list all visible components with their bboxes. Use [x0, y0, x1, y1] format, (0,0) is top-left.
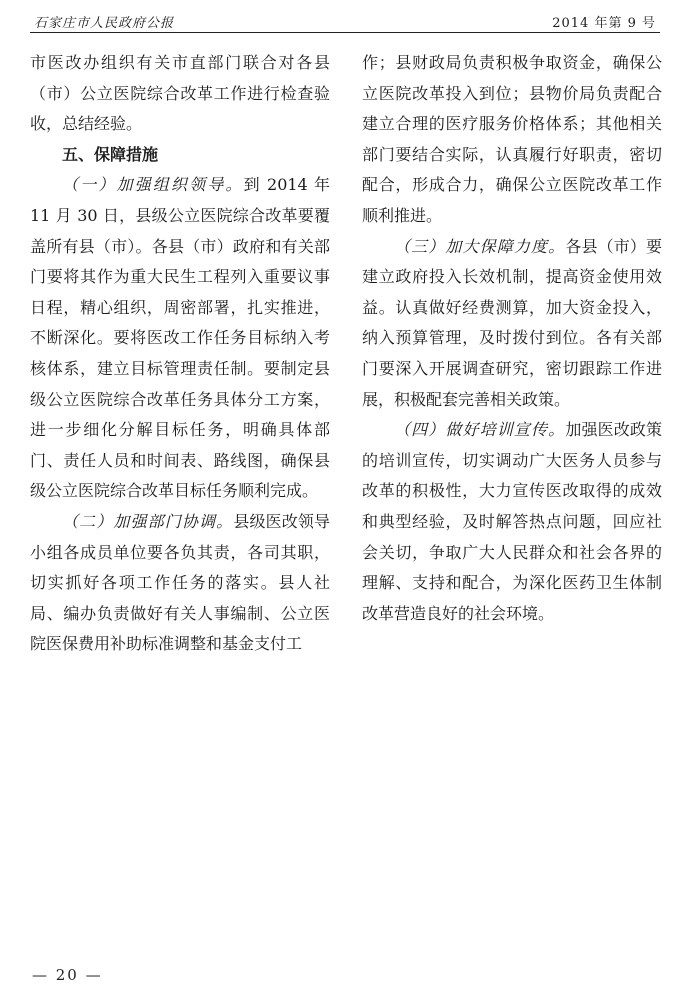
paragraph	[30, 507, 330, 660]
paragraph-text: 各县（市）要建立政府投入长效机制，提高资金使用效益。认真做好经费测算，加大资金投入，纳入预算管理，及时拨付到位。各有关部门要深入开展调查研究，密切跟踪工作进展，积极配套完善相关政策。	[362, 236, 662, 409]
paragraph	[362, 232, 662, 416]
subsection-label: （三）加大保障力度。	[394, 236, 566, 256]
paragraph	[30, 170, 330, 507]
paragraph: 作；县财政局负责积极争取资金，确保公立医院改革投入到位；县物价局负责配合建立合理的医疗服务价格体系；其他相关部门要结合实际，认真履行好职责，密切配合，形成合力，确保公立医院改革工作顺利推进。	[362, 53, 662, 225]
right-column	[362, 48, 662, 629]
left-column	[30, 48, 330, 660]
page-header	[30, 10, 660, 33]
issue-number: 2014 年第 9 号	[552, 16, 656, 31]
paragraph	[362, 415, 662, 629]
subsection-label: （一）加强组织领导。	[62, 175, 244, 195]
paragraph: 市医改办组织有关市直部门联合对各县（市）公立医院综合改革工作进行检查验收，总结经验。	[30, 53, 330, 134]
subsection-label: （四）做好培训宣传。	[394, 420, 566, 440]
paragraph-text: 县级医改领导小组各成员单位要各负其责，各司其职，切实抓好各项工作任务的落实。县人社局、编办负责做好有关人事编制、公立医院医保费用补助标准调整和基金支付工	[30, 511, 330, 654]
paragraph-text: 到 2014 年 11 月 30 日，县级公立医院综合改革要覆盖所有县（市）。各县（市）政府和有关部门要将其作为重大民生工程列入重要议事日程，精心组织，周密部署，扎实推进，不断深化。要将医改工作任务目标纳入考核体系，建立目标管理责任制。要制定县级公立医院综合改革任务具体分工方案，进一步细化分解目标任务，明确具体部门、责任人员和时间表、路线图，确保县级公立医院综合改革目标任务顺利完成。	[30, 175, 330, 501]
paragraph-text: 加强医改政策的培训宣传，切实调动广大医务人员参与改革的积极性，大力宣传医改取得的成效和典型经验，及时解答热点问题，回应社会关切，争取广大人民群众和社会各界的理解、支持和配合，为深化医药卫生体制改革营造良好的社会环境。	[362, 420, 662, 623]
subsection-label: （二）加强部门协调。	[62, 511, 234, 531]
page-number: — 20 —	[32, 966, 103, 984]
publication-title: 石家庄市人民政府公报	[34, 16, 175, 31]
section-title: 五、保障措施	[62, 144, 159, 164]
